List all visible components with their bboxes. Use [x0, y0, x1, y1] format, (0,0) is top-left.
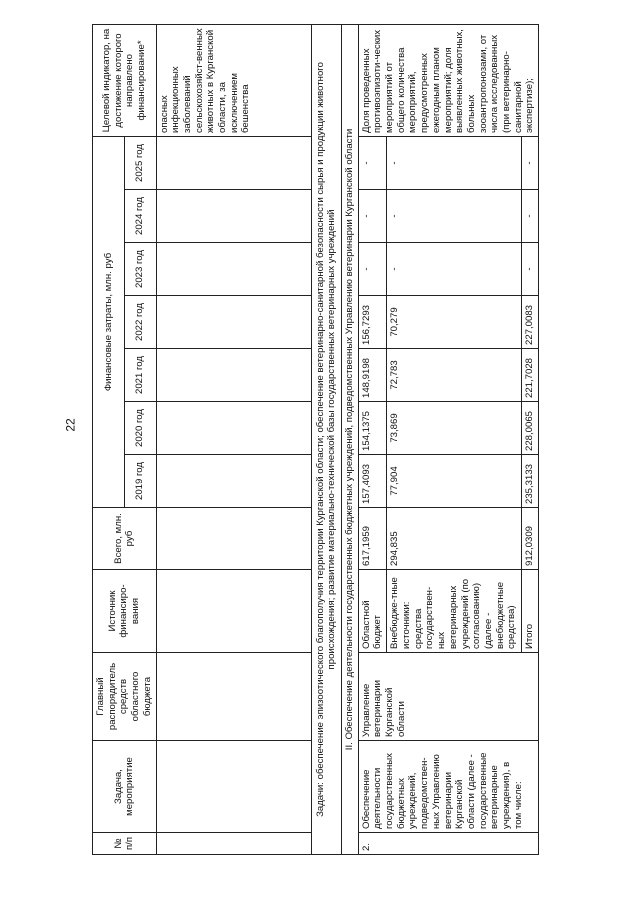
year-value: 72,783: [387, 349, 522, 402]
source-name: Внебюдже-тные источники: средства государствен-ных ветеринарных учреждений (по согласованию) (далее - внебюджетные средства): [387, 570, 522, 653]
header-year: 2022 год: [124, 296, 156, 349]
header-costs: Финансовые затраты, млн. руб: [93, 136, 125, 507]
section-title: II. Обеспечение деятельности государственных бюджетных учреждений, подведомственных Управлению ветеринарии Курганской области: [341, 24, 358, 854]
year-value: 148,9198: [358, 349, 387, 402]
year-value: 70,279: [387, 296, 522, 349]
source-total: 912,0309: [522, 508, 539, 570]
target-indicator: Доля проведенных противоэпизоти-ческих мероприятий от общего количества мероприятий, предусмотренных ежегодным планом мероприятий; доля выявленных животных, больных зооантропонозами, от числа исследованных (при ветеринарно-санитарной экспертизе);: [358, 24, 539, 136]
year-value: 235,3133: [522, 455, 539, 508]
year-value: 157,4093: [358, 455, 387, 508]
financing-table: [92, 24, 539, 855]
source-total: 294,835: [387, 508, 522, 570]
year-value: 228,0065: [522, 402, 539, 455]
row-number: 2.: [358, 833, 539, 855]
manager-name: Управление ветеринарии Курганской области: [358, 653, 539, 741]
year-value: -: [522, 190, 539, 243]
continuation-row: [156, 24, 311, 854]
year-value: -: [358, 136, 387, 189]
year-value: 154,1375: [358, 402, 387, 455]
year-value: -: [522, 136, 539, 189]
year-value: 227,0083: [522, 296, 539, 349]
source-name: Областной бюджет: [358, 570, 387, 653]
header-indicator: Целевой индикатор, на достижение которого направлено финансирование*: [93, 24, 157, 136]
header-num: № п/п: [93, 833, 157, 855]
year-value: 73,869: [387, 402, 522, 455]
year-value: 156,7293: [358, 296, 387, 349]
year-value: -: [522, 243, 539, 296]
header-year: 2020 год: [124, 402, 156, 455]
source-name: Итого: [522, 570, 539, 653]
page-number: 22: [63, 418, 78, 432]
header-total: Всего, млн. руб: [93, 508, 157, 570]
year-value: 77,904: [387, 455, 522, 508]
year-value: -: [358, 190, 387, 243]
header-year: 2024 год: [124, 190, 156, 243]
header-year: 2023 год: [124, 243, 156, 296]
header-row: [93, 24, 125, 854]
header-manager: Главный распорядитель средств областного бюджета: [93, 653, 157, 741]
header-year: 2025 год: [124, 136, 156, 189]
header-year: 2019 год: [124, 455, 156, 508]
financing-table-sheet: [92, 25, 542, 855]
year-value: -: [358, 243, 387, 296]
continued-indicator: опасных инфекционных заболеваний сельскохозяйст-венных животных в Курганской области, за исключением бешенства: [156, 24, 311, 136]
year-value: -: [387, 243, 522, 296]
section-row: [341, 24, 358, 854]
event-name: Обеспечение деятельности государственных бюджетных учреждений, подведомствен-ных Управлению ветеринарии Курганской области (далее - государственные ветеринарные учреждения), в том числе:: [358, 741, 539, 833]
header-year: 2021 год: [124, 349, 156, 402]
table-row: [358, 24, 387, 854]
task-text: Задачи: обеспечение эпизоотического благополучия территории Курганской области; обеспечение ветеринарно-санитарной безопасности сырья и продукции животного происхождения; развитие материально-технической базы государственных ветеринарных учреждений: [311, 24, 341, 854]
source-total: 617,1959: [358, 508, 387, 570]
year-value: 221,7028: [522, 349, 539, 402]
header-task: Задача, мероприятие: [93, 741, 157, 833]
year-value: -: [387, 190, 522, 243]
header-source: Источник финансиро-вания: [93, 570, 157, 653]
year-value: -: [387, 136, 522, 189]
task-row: [311, 24, 341, 854]
